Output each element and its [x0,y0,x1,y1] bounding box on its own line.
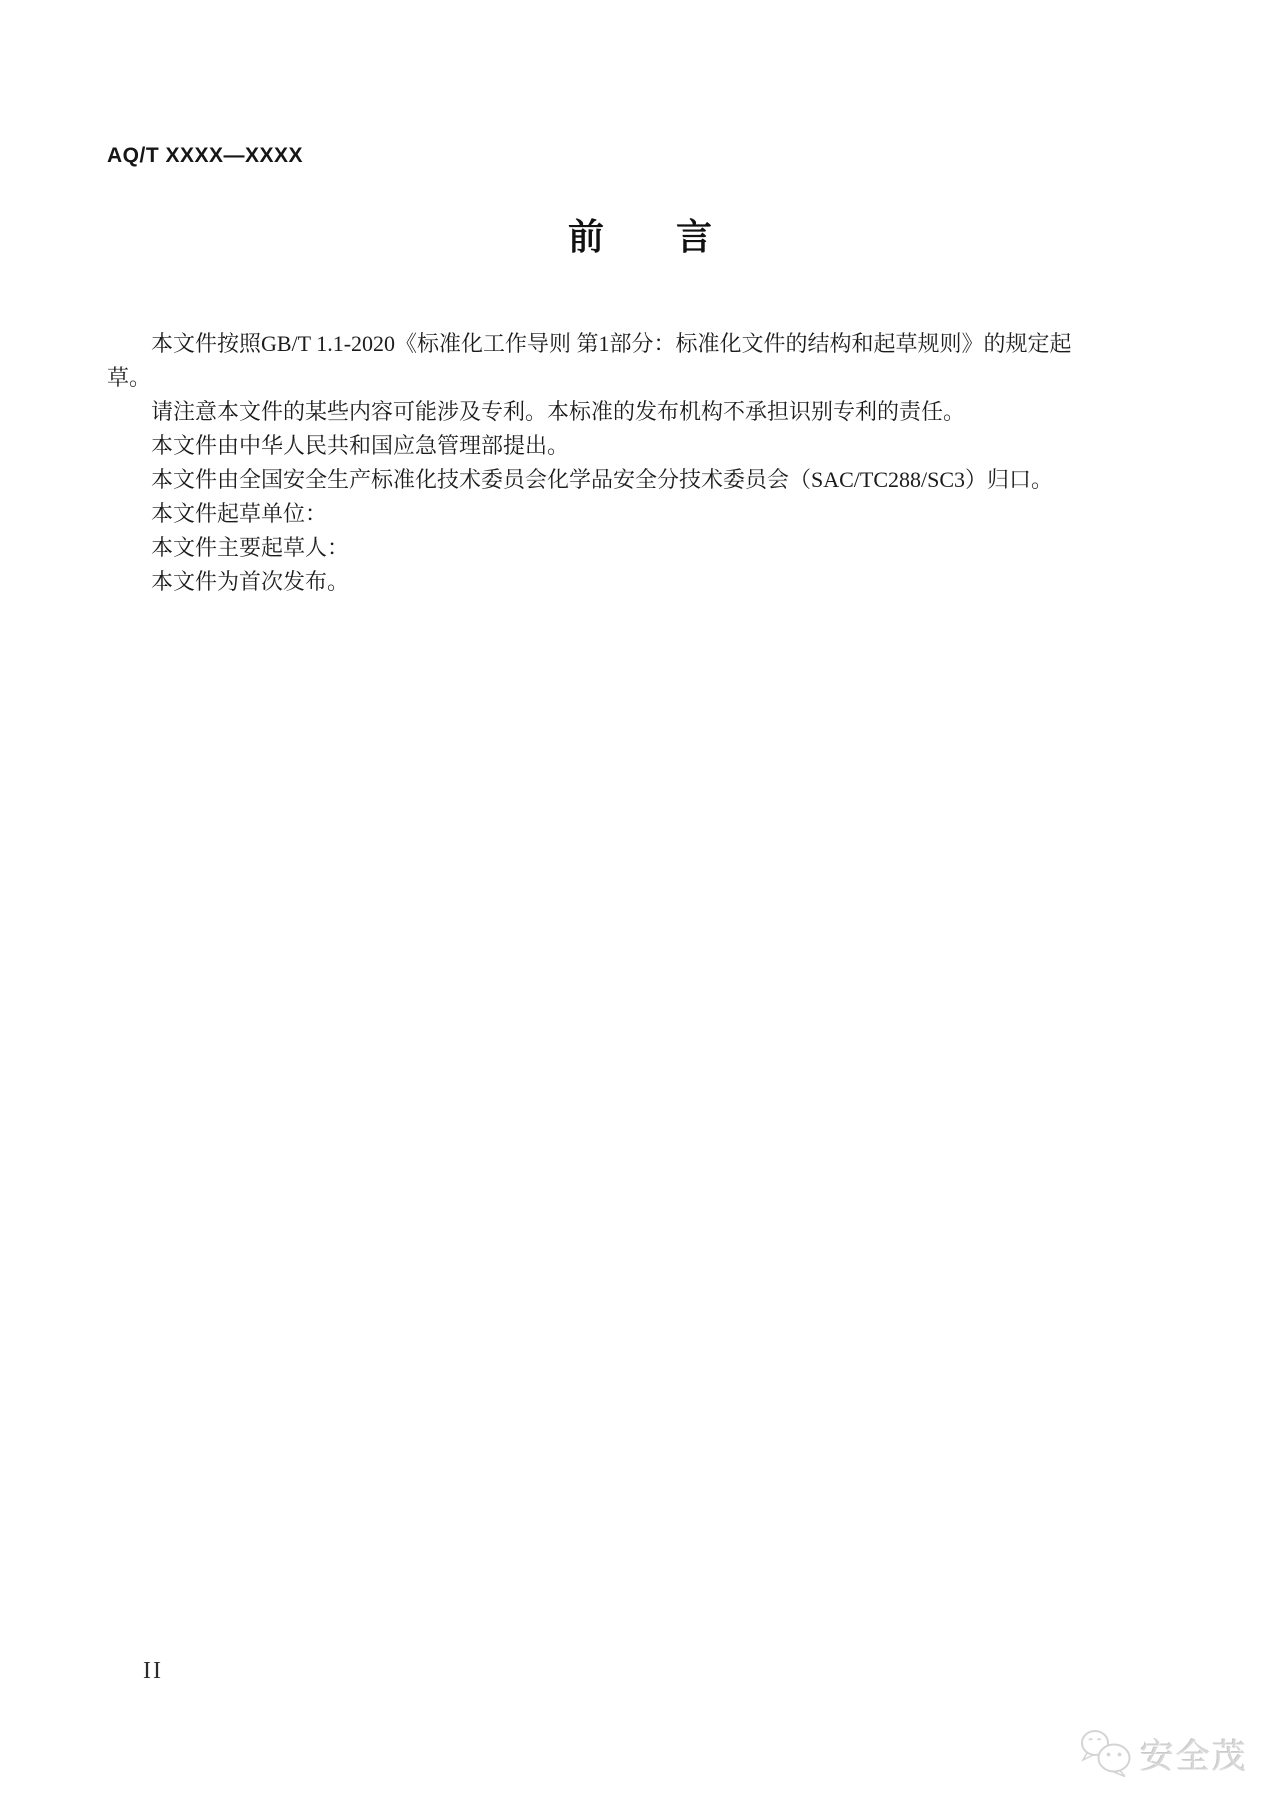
watermark [1078,1728,1248,1778]
paragraph-line: 本文件起草单位： [151,501,328,526]
paragraph-line: 本文件由中华人民共和国应急管理部提出。 [151,433,570,458]
paragraph-line: 本文件由全国安全生产标准化技术委员会化学品安全分技术委员会（SAC/TC288/SC3）归口。 [151,467,1054,492]
paragraph-line: 草。 [107,365,152,390]
paragraph-line: 本文件为首次发布。 [151,569,350,594]
page-number: II [143,1658,163,1684]
paragraph-line: 本文件按照GB/T 1.1-2020《标准化工作导则 第1部分：标准化文件的结构和起草规则》的规定起 [151,331,1072,356]
paragraph-line: 请注意本文件的某些内容可能涉及专利。本标准的发布机构不承担识别专利的责任。 [151,399,966,424]
wechat-bubbles-icon [1078,1728,1136,1778]
paragraph-line: 本文件主要起草人： [151,535,350,560]
watermark-text: 安全茂 [1140,1737,1248,1776]
page-title: 前 言 [567,216,712,257]
foreword-body [107,327,1187,599]
standard-code: AQ/T XXXX—XXXX [107,144,304,167]
